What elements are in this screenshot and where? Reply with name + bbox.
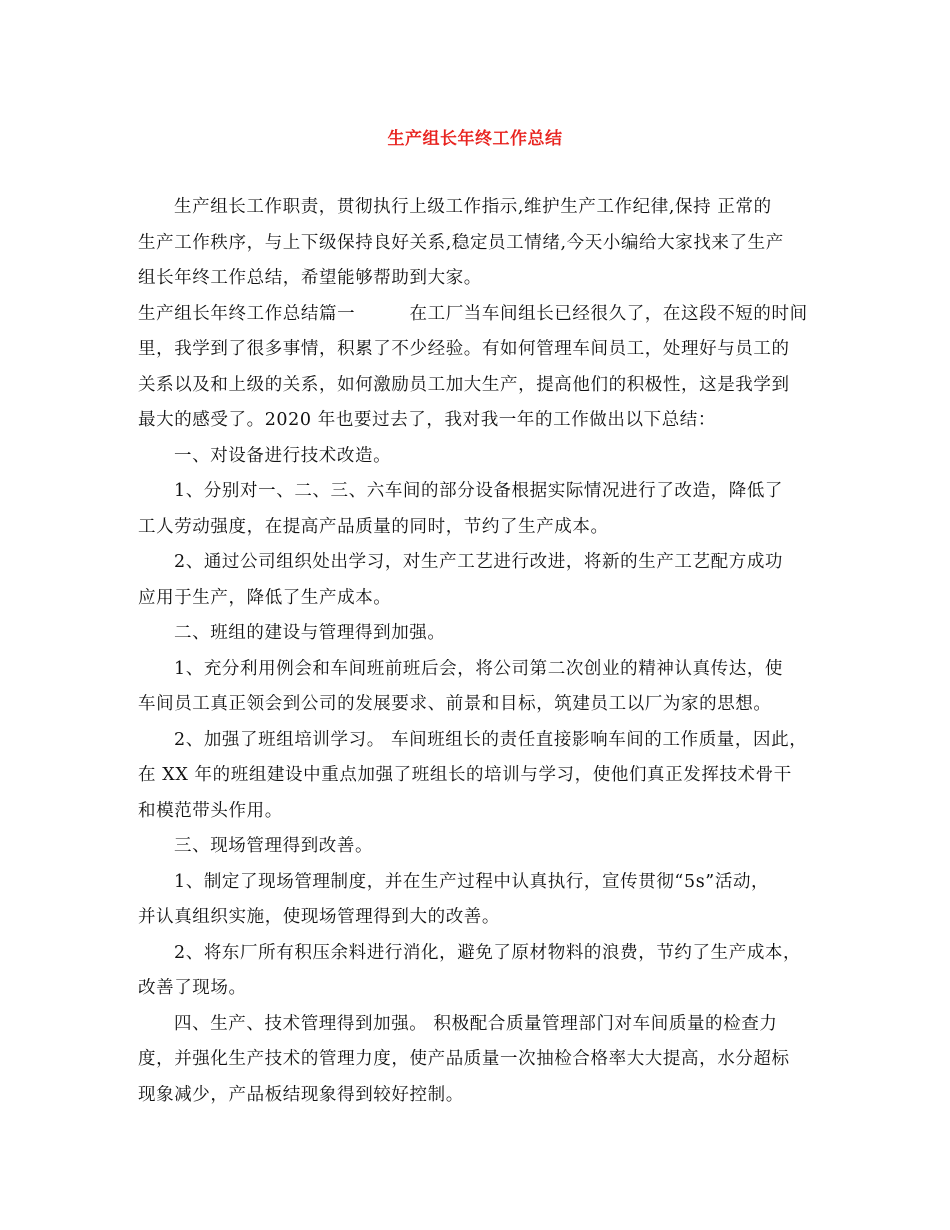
document-title: 生产组长年终工作总结 [387,129,563,149]
text-line: 2、将东厂所有积压余料进行消化，避免了原材物料的浪费，节约了生产成本， [174,942,802,963]
text-line: 2、加强了班组培训学习。 车间班组长的责任直接影响车间的工作质量，因此， [174,729,808,750]
text-line: 1、充分利用例会和车间班前班后会，将公司第二次创业的精神认真传达，使 [174,658,784,679]
text-line: 组长年终工作总结，希望能够帮助到大家。 [138,268,482,288]
document-body [138,190,814,1113]
text-line: 四、生产、技术管理得到加强。 积极配合质量管理部门对车间质量的检查力 [174,1013,778,1034]
text-line: 2、通过公司组织处出学习，对生产工艺进行改进，将新的生产工艺配方成功 [174,552,784,572]
text-line: 和模范带头作用。 [138,800,283,821]
text-line: 三、现场管理得到改善。 [174,836,374,856]
text-line: 一、对设备进行技术改造。 [174,445,392,466]
text-line: 度，并强化生产技术的管理力度，使产品质量一次抽检合格率大大提高，水分超标 [138,1049,790,1069]
text-line: 现象减少，产品板结现象得到较好控制。 [138,1084,464,1105]
text-line: 改善了现场。 [138,978,247,998]
text-line: 生产工作秩序，与上下级保持良好关系,稳定员工情绪,今天小编给大家找来了生产 [138,232,784,253]
text-line: 工人劳动强度，在提高产品质量的同时，节约了生产成本。 [138,516,609,537]
text-line: 生产组长年终工作总结篇一 在工厂当车间组长已经很久了，在这段不短的时间 [138,303,808,324]
text-line: 关系以及和上级的关系，如何激励员工加大生产，提高他们的积极性，这是我学到 [138,374,790,395]
text-line: 并认真组织实施，使现场管理得到大的改善。 [138,907,500,927]
text-line: 最大的感受了。2020 年也要过去了，我对我一年的工作做出以下总结： [138,410,716,430]
text-line: 里，我学到了很多事情，积累了不少经验。有如何管理车间员工，处理好与员工的 [138,339,790,359]
text-line: 二、班组的建设与管理得到加强。 [174,623,446,643]
text-line: 车间员工真正领会到公司的发展要求、前景和目标，筑建员工以厂为家的思想。 [138,694,772,714]
text-line: 1、分别对一、二、三、六车间的部分设备根据实际情况进行了改造，降低了 [174,481,784,501]
text-line: 在 XX 年的班组建设中重点加强了班组长的培训与学习，使他们真正发挥技术骨干 [138,765,792,785]
text-line: 应用于生产，降低了生产成本。 [138,587,392,608]
text-line: 1、制定了现场管理制度，并在生产过程中认真执行，宣传贯彻“5s”活动， [174,871,770,892]
text-line: 生产组长工作职责，贯彻执行上级工作指示,维护生产工作纪律,保持 正常的 [174,197,772,217]
